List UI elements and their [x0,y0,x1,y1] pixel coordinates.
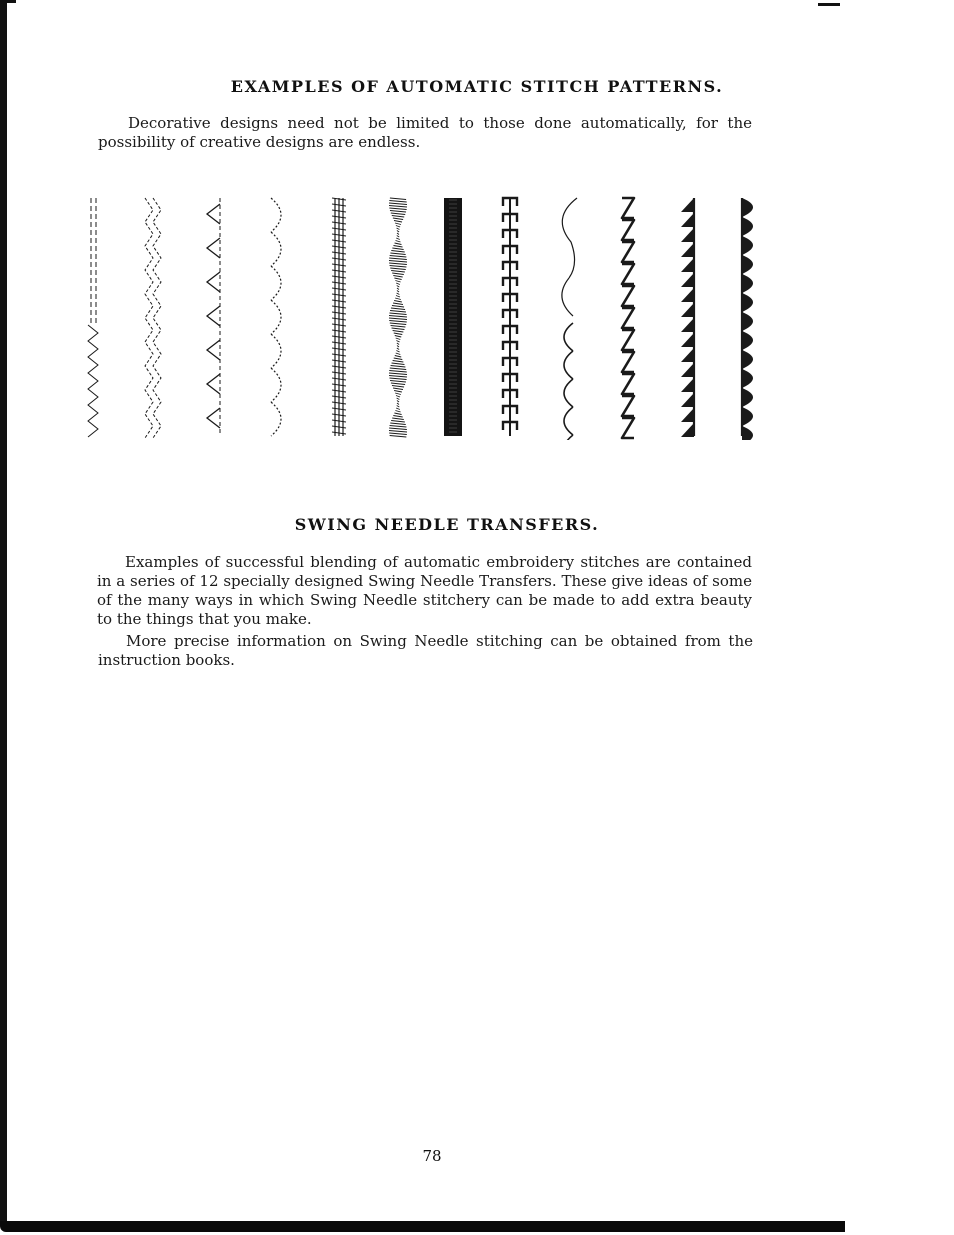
page-number: 78 [422,1147,442,1165]
stitch-patterns-figure [80,190,780,440]
solid-satin-stitch [444,198,462,436]
scan-edge-left [0,0,7,1225]
greek-key-stitch [503,198,517,436]
slanted-satin-zigzag-stitch [622,198,634,438]
shell-scallop-stitch [742,198,753,440]
section-title: SWING NEEDLE TRANSFERS. [294,515,600,534]
crescent-stitch [207,198,220,436]
scan-edge-bottom [0,1221,845,1232]
page-title: EXAMPLES OF AUTOMATIC STITCH PATTERNS. [230,77,724,96]
transfers-paragraph: Examples of successful blending of automatic embroidery stitches are contained in a series of 12 specially designed Swing Needle Transfers. These give ideas of some of the many ways in which Swing Needle stitchery can be made to add extra beauty to the things that you make. [97,553,752,628]
arc-stitch [562,198,577,440]
triple-bar-stitch [332,198,346,436]
intro-paragraph: Decorative designs need not be limited to those done automatically, for the possibility of creative designs are endless. [98,114,752,151]
dotted-scallop-stitch [271,198,281,436]
wavy-satin-stitch [389,198,407,437]
straight-to-zigzag-stitch [88,198,98,437]
double-zigzag-stitch [145,198,161,438]
scan-edge-top [0,0,16,3]
blind-hem-satin-stitch [681,198,694,437]
info-paragraph: More precise information on Swing Needle stitching can be obtained from the instruction books. [98,632,753,669]
scan-edge-mark [818,3,840,6]
